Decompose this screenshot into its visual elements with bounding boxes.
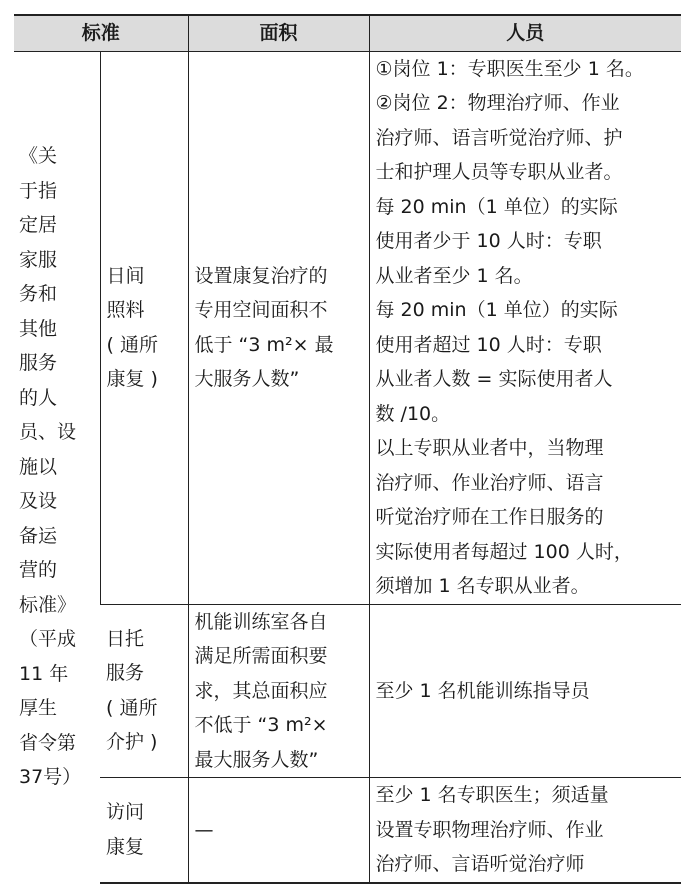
cell-text-line: 其他 (19, 317, 58, 340)
cell-text-line: 至少 1 名专职医生；须适量 (375, 784, 609, 806)
cell-text-line: 标准》 (19, 593, 77, 616)
cell-text-line: 专用空间面积不 (194, 299, 328, 321)
cell-text-line: 使用者少于 10 人时：专职 (375, 230, 602, 252)
cell-text-line: 从业者至少 1 名。 (375, 264, 533, 287)
cell-text-line: 治疗师、作业治疗师、语言 (375, 471, 604, 494)
cell-text-line: 使用者超过 10 人时：专职 (375, 333, 602, 356)
cell-text-line: 日间 (106, 264, 145, 287)
cell-text-line: 及设 (19, 490, 58, 513)
cell-text-line: 实际使用者每超过 100 人时， (375, 540, 633, 563)
cell-text-line: 康复 ) (106, 368, 158, 390)
cell-text-line: 施以 (19, 455, 58, 478)
staff-cell (369, 51, 681, 604)
cell-text-line: ( 通所 (106, 696, 158, 719)
cell-text-line: 士和护理人员等专职从业者。 (375, 161, 623, 183)
cell-text-line: ②岗位 2：物理治疗师、作业 (375, 92, 620, 114)
service-type-cell (100, 51, 188, 604)
cell-text-line: 于指 (19, 179, 58, 202)
cell-text-line: 务和 (19, 283, 58, 306)
cell-text-line: 不低于 “3 m²× (194, 714, 328, 736)
cell-text-line: 的人 (19, 386, 58, 409)
cell-text-line: 设置康复治疗的 (194, 264, 328, 287)
cell-text-line: 定居 (19, 214, 58, 237)
cell-text-line: （平成 (19, 628, 77, 651)
header-staff: 人员 (369, 15, 681, 51)
cell-text-line: 家服 (19, 248, 58, 271)
cell-text-line: 以上专职从业者中，当物理 (375, 437, 604, 459)
cell-text-line: 备运 (19, 524, 58, 547)
cell-text-line: 日托 (106, 627, 145, 650)
cell-text-line: 每 20 min（1 单位）的实际 (375, 299, 618, 321)
cell-text-line: 服务 (106, 662, 145, 685)
service-type-cell (100, 778, 188, 883)
header-area: 面积 (188, 15, 369, 51)
cell-text-line: 康复 (106, 835, 145, 858)
staff-cell (369, 778, 681, 883)
cell-text-line: 服务 (19, 352, 58, 375)
cell-text-line: 设置专职物理治疗师、作业 (375, 818, 604, 841)
cell-text-line: 低于 “3 m²× 最 (194, 333, 334, 356)
cell-text-line: 数 /10。 (375, 402, 451, 425)
cell-text-line: 机能训练室各自 (194, 610, 328, 633)
cell-text-line: 11 年 (19, 662, 69, 685)
cell-text-line: 每 20 min（1 单位）的实际 (375, 195, 618, 218)
table-row (14, 778, 681, 883)
cell-text-line: 《关 (19, 145, 58, 168)
header-standard: 标准 (14, 15, 188, 51)
cell-text-line: 须增加 1 名专职从业者。 (375, 575, 590, 597)
cell-text-line: 求，其总面积应 (194, 679, 328, 702)
service-type-cell (100, 604, 188, 778)
cell-text-line: 介护 ) (106, 731, 158, 754)
cell-text-line: 从业者人数 = 实际使用者人 (375, 368, 613, 390)
table-row (14, 604, 681, 778)
area-cell (188, 778, 369, 883)
staff-cell (369, 604, 681, 778)
table-row (14, 51, 681, 604)
cell-text-line: 至少 1 名机能训练指导员 (375, 679, 590, 702)
cell-text-line: 治疗师、言语听觉治疗师 (375, 853, 585, 875)
cell-text-line: 员、设 (19, 421, 77, 444)
cell-text-line: 省令第 (19, 731, 77, 754)
cell-text-line: ( 通所 (106, 333, 158, 356)
cell-text-line: 满足所需面积要 (194, 645, 328, 667)
cell-text-line: 照料 (106, 299, 145, 321)
cell-text-line: ①岗位 1：专职医生至少 1 名。 (375, 57, 644, 80)
area-cell (188, 51, 369, 604)
cell-text-line: 最大服务人数” (194, 748, 319, 771)
area-cell (188, 604, 369, 778)
cell-text-line: 厚生 (19, 697, 58, 720)
cell-text-line: 大服务人数” (194, 368, 300, 390)
cell-text-line: 听觉治疗师在工作日服务的 (375, 506, 604, 528)
header-row (14, 15, 681, 51)
cell-text-line: 37号） (19, 766, 82, 789)
standard-name-cell (14, 51, 100, 883)
cell-text-line: 访问 (106, 801, 145, 824)
standards-table (14, 14, 681, 884)
cell-text-line: — (194, 818, 214, 841)
cell-text-line: 营的 (19, 559, 58, 582)
cell-text-line: 治疗师、语言听觉治疗师、护 (375, 126, 623, 149)
